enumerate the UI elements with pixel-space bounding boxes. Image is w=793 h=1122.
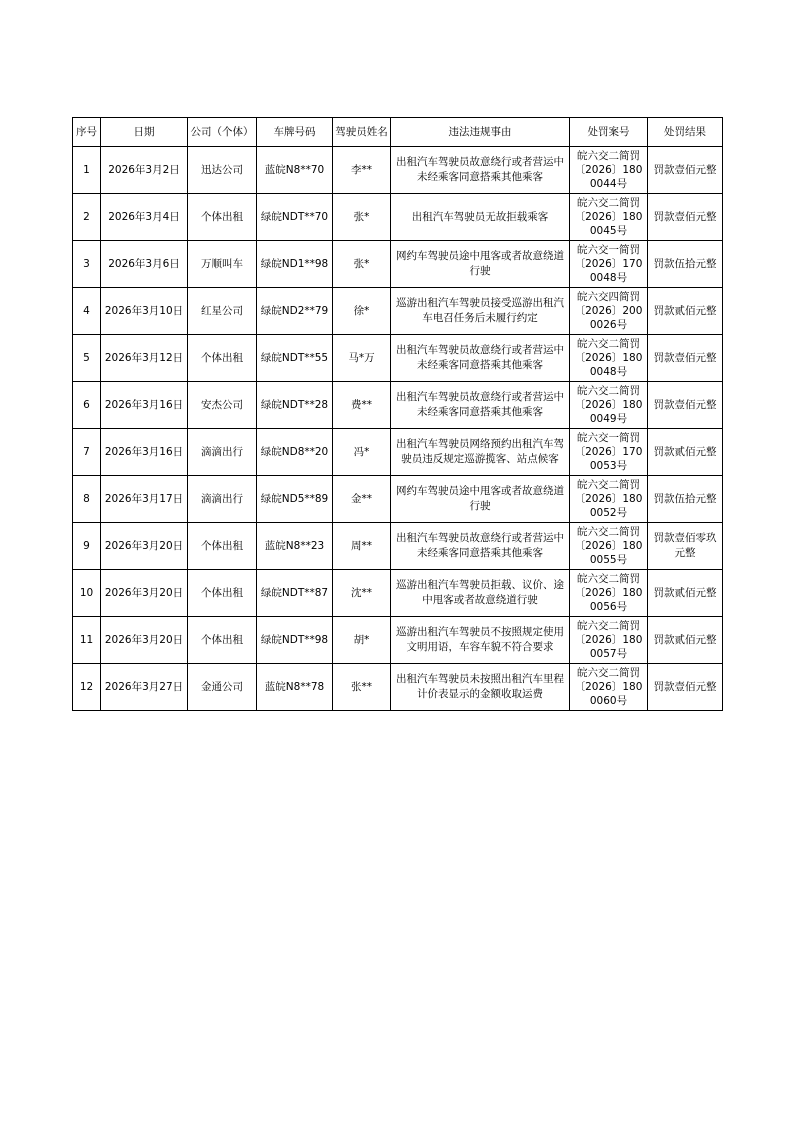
cell-no: 12 [73, 664, 101, 711]
cell-reason: 出租汽车驾驶员故意绕行或者营运中未经乘客同意搭乘其他乘客 [391, 147, 570, 194]
header-case-no: 处罚案号 [570, 118, 648, 147]
cell-company: 个体出租 [188, 194, 257, 241]
cell-no: 2 [73, 194, 101, 241]
cell-date: 2026年3月2日 [101, 147, 188, 194]
table-row [73, 382, 723, 429]
cell-driver: 李** [333, 147, 391, 194]
cell-case-no: 皖六交一简罚〔2026〕1700048号 [570, 241, 648, 288]
cell-result: 罚款伍拾元整 [648, 241, 723, 288]
cell-company: 个体出租 [188, 570, 257, 617]
table-header-row [73, 118, 723, 147]
table-row [73, 429, 723, 476]
table-row [73, 570, 723, 617]
cell-result: 罚款壹佰零玖元整 [648, 523, 723, 570]
header-plate: 车牌号码 [257, 118, 333, 147]
cell-case-no: 皖六交二简罚〔2026〕1800049号 [570, 382, 648, 429]
cell-plate: 绿皖NDT**98 [257, 617, 333, 664]
cell-result: 罚款贰佰元整 [648, 288, 723, 335]
cell-date: 2026年3月20日 [101, 570, 188, 617]
header-reason: 违法违规事由 [391, 118, 570, 147]
cell-no: 3 [73, 241, 101, 288]
cell-reason: 巡游出租汽车驾驶员不按照规定使用文明用语，车容车貌不符合要求 [391, 617, 570, 664]
table-row [73, 523, 723, 570]
cell-reason: 巡游出租汽车驾驶员拒载、议价、途中甩客或者故意绕道行驶 [391, 570, 570, 617]
cell-result: 罚款伍拾元整 [648, 476, 723, 523]
cell-driver: 张** [333, 664, 391, 711]
cell-driver: 沈** [333, 570, 391, 617]
table-row [73, 335, 723, 382]
cell-case-no: 皖六交二简罚〔2026〕1800045号 [570, 194, 648, 241]
cell-no: 4 [73, 288, 101, 335]
cell-driver: 金** [333, 476, 391, 523]
cell-reason: 出租汽车驾驶员无故拒载乘客 [391, 194, 570, 241]
header-date: 日期 [101, 118, 188, 147]
cell-company: 个体出租 [188, 523, 257, 570]
cell-reason: 出租汽车驾驶员未按照出租汽车里程计价表显示的金额收取运费 [391, 664, 570, 711]
cell-driver: 马*万 [333, 335, 391, 382]
cell-reason: 巡游出租汽车驾驶员接受巡游出租汽车电召任务后未履行约定 [391, 288, 570, 335]
cell-plate: 绿皖ND2**79 [257, 288, 333, 335]
cell-date: 2026年3月27日 [101, 664, 188, 711]
header-no: 序号 [73, 118, 101, 147]
cell-result: 罚款壹佰元整 [648, 382, 723, 429]
cell-plate: 绿皖ND8**20 [257, 429, 333, 476]
cell-company: 安杰公司 [188, 382, 257, 429]
cell-no: 5 [73, 335, 101, 382]
cell-driver: 张* [333, 194, 391, 241]
cell-driver: 徐* [333, 288, 391, 335]
cell-case-no: 皖六交二简罚〔2026〕1800052号 [570, 476, 648, 523]
cell-reason: 出租汽车驾驶员故意绕行或者营运中未经乘客同意搭乘其他乘客 [391, 382, 570, 429]
header-result: 处罚结果 [648, 118, 723, 147]
cell-case-no: 皖六交二简罚〔2026〕1800060号 [570, 664, 648, 711]
cell-company: 红星公司 [188, 288, 257, 335]
cell-reason: 出租汽车驾驶员故意绕行或者营运中未经乘客同意搭乘其他乘客 [391, 335, 570, 382]
cell-company: 金通公司 [188, 664, 257, 711]
cell-date: 2026年3月6日 [101, 241, 188, 288]
cell-plate: 蓝皖N8**78 [257, 664, 333, 711]
cell-company: 万顺叫车 [188, 241, 257, 288]
cell-driver: 冯* [333, 429, 391, 476]
cell-date: 2026年3月10日 [101, 288, 188, 335]
cell-company: 迅达公司 [188, 147, 257, 194]
cell-date: 2026年3月20日 [101, 523, 188, 570]
table-row [73, 476, 723, 523]
cell-result: 罚款壹佰元整 [648, 335, 723, 382]
cell-driver: 张* [333, 241, 391, 288]
cell-no: 11 [73, 617, 101, 664]
violations-table [72, 117, 723, 711]
cell-date: 2026年3月20日 [101, 617, 188, 664]
header-driver: 驾驶员姓名 [333, 118, 391, 147]
cell-case-no: 皖六交二简罚〔2026〕1800056号 [570, 570, 648, 617]
cell-plate: 绿皖ND5**89 [257, 476, 333, 523]
cell-no: 1 [73, 147, 101, 194]
cell-plate: 绿皖ND1**98 [257, 241, 333, 288]
cell-case-no: 皖六交二简罚〔2026〕1800055号 [570, 523, 648, 570]
cell-no: 6 [73, 382, 101, 429]
cell-plate: 绿皖NDT**28 [257, 382, 333, 429]
cell-case-no: 皖六交一简罚〔2026〕1700053号 [570, 429, 648, 476]
cell-reason: 网约车驾驶员途中甩客或者故意绕道行驶 [391, 241, 570, 288]
cell-date: 2026年3月16日 [101, 382, 188, 429]
cell-date: 2026年3月16日 [101, 429, 188, 476]
cell-date: 2026年3月17日 [101, 476, 188, 523]
cell-reason: 网约车驾驶员途中甩客或者故意绕道行驶 [391, 476, 570, 523]
cell-result: 罚款壹佰元整 [648, 194, 723, 241]
cell-company: 个体出租 [188, 335, 257, 382]
cell-case-no: 皖六交二简罚〔2026〕1800044号 [570, 147, 648, 194]
cell-company: 滴滴出行 [188, 476, 257, 523]
cell-case-no: 皖六交四简罚〔2026〕2000026号 [570, 288, 648, 335]
cell-result: 罚款贰佰元整 [648, 570, 723, 617]
cell-date: 2026年3月4日 [101, 194, 188, 241]
cell-reason: 出租汽车驾驶员故意绕行或者营运中未经乘客同意搭乘其他乘客 [391, 523, 570, 570]
cell-no: 9 [73, 523, 101, 570]
table-row [73, 241, 723, 288]
cell-plate: 绿皖NDT**55 [257, 335, 333, 382]
cell-result: 罚款贰佰元整 [648, 429, 723, 476]
cell-result: 罚款壹佰元整 [648, 664, 723, 711]
cell-driver: 周** [333, 523, 391, 570]
cell-no: 10 [73, 570, 101, 617]
cell-result: 罚款壹佰元整 [648, 147, 723, 194]
cell-plate: 绿皖NDT**70 [257, 194, 333, 241]
cell-no: 8 [73, 476, 101, 523]
cell-driver: 费** [333, 382, 391, 429]
cell-company: 个体出租 [188, 617, 257, 664]
header-company: 公司（个体） [188, 118, 257, 147]
cell-case-no: 皖六交二简罚〔2026〕1800057号 [570, 617, 648, 664]
cell-plate: 蓝皖N8**23 [257, 523, 333, 570]
table-row [73, 617, 723, 664]
cell-driver: 胡* [333, 617, 391, 664]
cell-no: 7 [73, 429, 101, 476]
table-row [73, 664, 723, 711]
table-row [73, 147, 723, 194]
cell-case-no: 皖六交二简罚〔2026〕1800048号 [570, 335, 648, 382]
cell-reason: 出租汽车驾驶员网络预约出租汽车驾驶员违反规定巡游揽客、站点候客 [391, 429, 570, 476]
table-row [73, 288, 723, 335]
cell-plate: 绿皖NDT**87 [257, 570, 333, 617]
cell-date: 2026年3月12日 [101, 335, 188, 382]
cell-company: 滴滴出行 [188, 429, 257, 476]
cell-plate: 蓝皖N8**70 [257, 147, 333, 194]
table-row [73, 194, 723, 241]
cell-result: 罚款贰佰元整 [648, 617, 723, 664]
